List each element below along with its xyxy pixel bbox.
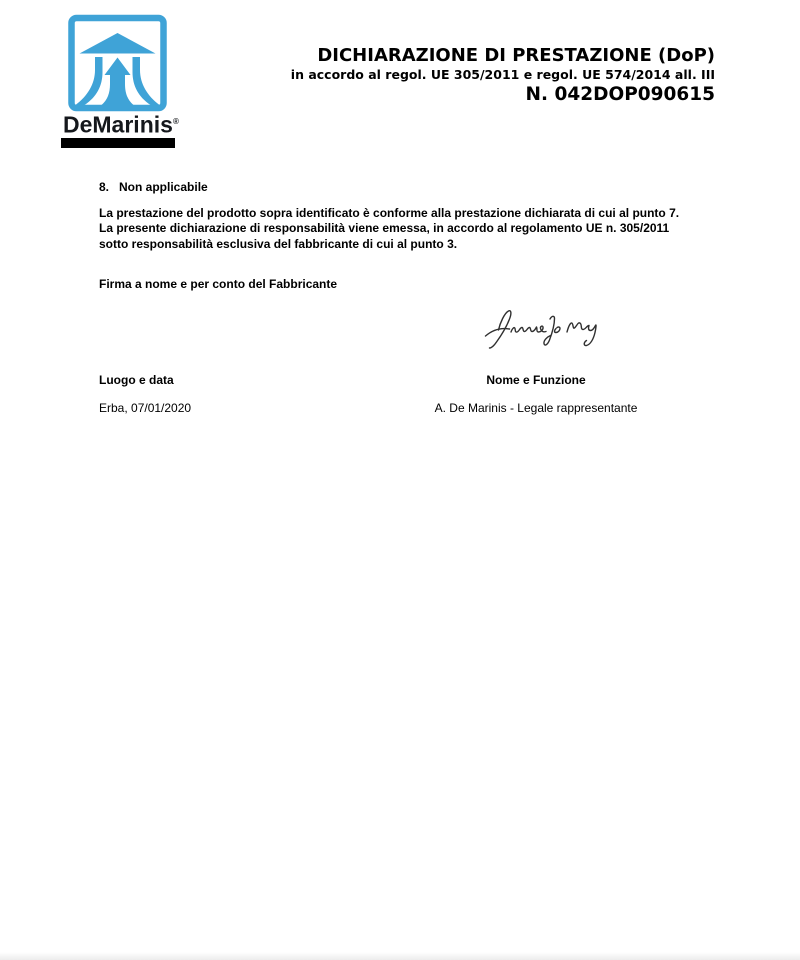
place-date-value: Erba, 07/01/2020 — [99, 401, 192, 415]
declaration-paragraph — [99, 206, 679, 252]
logo-underline-bar — [61, 138, 175, 148]
place-date-label: Luogo e data — [99, 373, 174, 387]
chimney-logo-icon — [67, 14, 168, 112]
point-8-text: Non applicabile — [119, 180, 208, 194]
trademark-symbol: ® — [172, 117, 179, 126]
brand-name: DeMarinis — [63, 111, 173, 138]
document-header — [291, 45, 715, 105]
document-subtitle: in accordo al regol. UE 305/2011 e regol. UE 574/2014 all. III — [290, 67, 715, 82]
document-title: DICHIARAZIONE DI PRESTAZIONE (DoP) — [317, 45, 715, 66]
paragraph-line-1: La prestazione del prodotto sopra identificato è conforme alla prestazione dichiarata di cui al punto 7. — [99, 206, 680, 220]
paragraph-line-3: sotto responsabilità esclusiva del fabbricante di cui al punto 3. — [99, 236, 458, 251]
paragraph-line-2: La presente dichiarazione di responsabilità viene emessa, in accordo al regolamento UE n. 305/2011 — [99, 221, 670, 236]
document-number: N. 042DOP090615 — [525, 84, 715, 105]
name-function-value: A. De Marinis - Legale rappresentante — [434, 401, 638, 415]
brand-wordmark — [63, 109, 179, 138]
point-8 — [99, 180, 208, 195]
handwritten-signature — [481, 301, 605, 353]
signature-caption: Firma a nome e per conto del Fabbricante — [99, 277, 338, 291]
page-bottom-edge — [0, 952, 800, 960]
point-8-number: 8. — [99, 180, 110, 194]
name-function-label: Nome e Funzione — [486, 373, 586, 387]
